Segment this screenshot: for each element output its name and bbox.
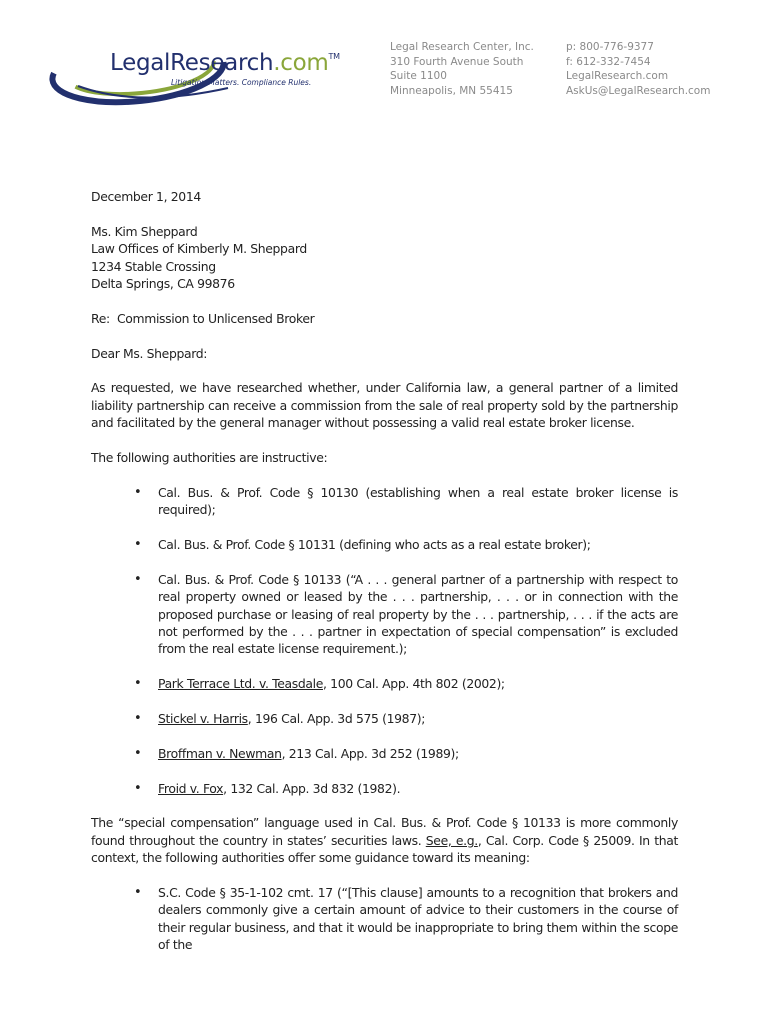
address-line: Legal Research Center, Inc. [390,41,534,53]
signal-see-eg: See, e.g. [425,832,478,848]
list-item: • Stickel v. Harris, 196 Cal. App. 3d 575 (1987); [91,710,678,727]
recipient-block [91,223,678,293]
case-name: Stickel v. Harris [158,711,248,727]
list-item: • S.C. Code § 35-1-102 cmt. 17 (“[This clause] amounts to a recognition that brokers and dealers commonly give a certain amount of advice to their customers in the course of their regular business, and that it would be inappropriate to bring them within the scope of the [91,884,678,954]
address-line: 310 Fourth Avenue South [390,55,524,68]
email: AskUs@LegalResearch.com [566,84,711,97]
list-item: • Froid v. Fox, 132 Cal. App. 3d 832 (1982). [91,780,678,797]
list-item: • Broffman v. Newman, 213 Cal. App. 3d 252 (1989); [91,745,678,762]
website: LegalResearch.com [566,70,669,82]
list-item: • Cal. Bus. & Prof. Code § 10133 (“A . . . general partner of a partnership with respect to real property owned or leased by the . . . partnership, . . . or in connection with the proposed purchase or leasing of real property by the . . . partnership, . . . if the acts are not performed by the . . . partner in expectation of special compensation” is excluded from the real estate license requirement.); [91,571,678,658]
re-line: Re: Commission to Unlicensed Broker [91,310,315,326]
intro-paragraph: As requested, we have researched whether, under California law, a general partner of a limited liability partnership can receive a commission from the sale of real property sold by the partnership and facilitated by the general manager without possessing a valid real estate broker license. [91,380,678,431]
recipient-line: Law Offices of Kimberly M. Sheppard [91,241,307,257]
special-compensation-paragraph: The “special compensation” language used in Cal. Bus. & Prof. Code § 10133 is more commonly found throughout the country in states’ securities laws. See, e.g., Cal. Corp. Code § 25009. In that context, the following authorities offer some guidance toward its meaning: [91,815,678,866]
case-name: Broffman v. Newman [158,745,282,761]
logo-tagline: Litigation Matters. Compliance Rules. [171,78,312,87]
case-name: Park Terrace Ltd. v. Teasdale [158,676,323,692]
phone-number: p: 800-776-9377 [566,41,654,53]
case-name: Froid v. Fox [158,780,224,796]
logo-wordmark: LegalResearch.com™ [110,50,340,76]
recipient-line: Ms. Kim Sheppard [91,223,198,239]
authorities-intro: The following authorities are instructive: [91,450,328,466]
company-logo [48,36,340,106]
letter-date: December 1, 2014 [91,189,201,204]
fax-number: f: 612-332-7454 [566,55,651,68]
authorities-list [91,484,678,797]
list-item: • Park Terrace Ltd. v. Teasdale, 100 Cal. App. 4th 802 (2002); [91,675,678,692]
recipient-line: Delta Springs, CA 99876 [91,276,235,292]
address-line: Minneapolis, MN 55415 [390,84,513,97]
list-item: • Cal. Bus. & Prof. Code § 10130 (establishing when a real estate broker license is required); [91,484,678,519]
letter-body [91,188,678,971]
address-line: Suite 1100 [390,70,447,82]
recipient-line: 1234 Stable Crossing [91,258,216,274]
salutation: Dear Ms. Sheppard: [91,345,208,361]
company-address [390,40,534,98]
list-item: • Cal. Bus. & Prof. Code § 10131 (defining who acts as a real estate broker); [91,536,678,553]
company-contact [566,40,710,98]
guidance-list [91,884,678,954]
